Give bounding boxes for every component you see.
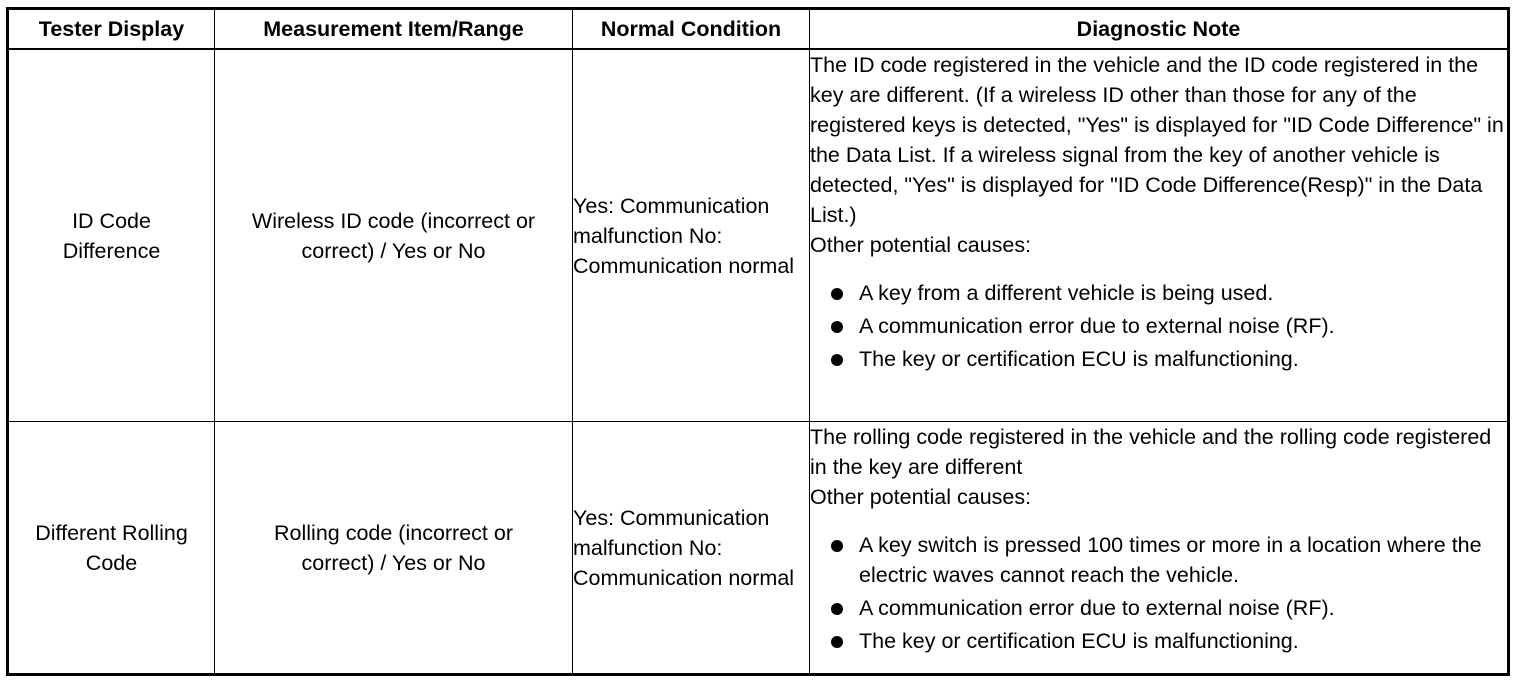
list-item <box>810 344 1507 374</box>
list-item <box>810 593 1507 623</box>
causes-list <box>810 530 1507 656</box>
cause-text: A key from a different vehicle is being used. <box>859 281 1274 305</box>
cause-text: A key switch is pressed 100 times or more in a location where the electric waves cannot reach the vehicle. <box>859 533 1482 587</box>
cell-diagnostic-note <box>810 422 1509 675</box>
list-item <box>810 311 1507 341</box>
cell-diagnostic-note <box>810 49 1509 422</box>
diagnostic-note-intro: The ID code registered in the vehicle and the ID code registered in the key are different. (If a wireless ID other than those for any of the registered keys is detected, "Yes" is displayed for "ID Code Difference" in the Data List. If a wireless signal from the key of another vehicle is detected, "Yes" is displayed for "ID Code Difference(Resp)" in the Data List.) <box>810 53 1504 227</box>
bullet-icon <box>831 288 843 300</box>
cell-measurement-item <box>215 422 573 675</box>
header-measurement-item: Measurement Item/Range <box>215 9 573 50</box>
cause-text: A communication error due to external noise (RF). <box>859 596 1335 620</box>
other-causes-label: Other potential causes: <box>810 485 1032 509</box>
cell-measurement-item <box>215 49 573 422</box>
bullet-icon <box>831 540 843 552</box>
list-item <box>810 530 1507 590</box>
tester-display-text: ID Code Difference <box>62 208 161 263</box>
diagnostic-data-table <box>6 7 1510 676</box>
bullet-icon <box>831 603 843 615</box>
header-normal-condition: Normal Condition <box>573 9 810 50</box>
table-header-row <box>8 9 1509 50</box>
measurement-text: Wireless ID code (incorrect or correct) / Yes or No <box>251 208 536 263</box>
list-item <box>810 626 1507 656</box>
normal-condition-text: Yes: Communication malfunction No: Communication normal <box>573 193 795 278</box>
cause-text: A communication error due to external noise (RF). <box>859 314 1335 338</box>
header-tester-display: Tester Display <box>8 9 215 50</box>
cell-normal-condition <box>573 49 810 422</box>
cause-text: The key or certification ECU is malfunctioning. <box>859 347 1299 371</box>
cell-tester-display <box>8 49 215 422</box>
cause-text: The key or certification ECU is malfunctioning. <box>859 629 1299 653</box>
bullet-icon <box>831 354 843 366</box>
tester-display-text: Different Rolling Code <box>35 520 188 575</box>
other-causes-label: Other potential causes: <box>810 233 1032 257</box>
bullet-icon <box>831 636 843 648</box>
list-item <box>810 278 1507 308</box>
normal-condition-text: Yes: Communication malfunction No: Communication normal <box>573 505 795 590</box>
table-row <box>8 422 1509 675</box>
table-row <box>8 49 1509 422</box>
bullet-icon <box>831 321 843 333</box>
header-diagnostic-note: Diagnostic Note <box>810 9 1509 50</box>
measurement-text: Rolling code (incorrect or correct) / Yes or No <box>274 520 513 575</box>
diagnostic-note-intro: The rolling code registered in the vehicle and the rolling code registered in the key are different <box>810 425 1492 479</box>
cell-tester-display <box>8 422 215 675</box>
cell-normal-condition <box>573 422 810 675</box>
causes-list <box>810 278 1507 374</box>
